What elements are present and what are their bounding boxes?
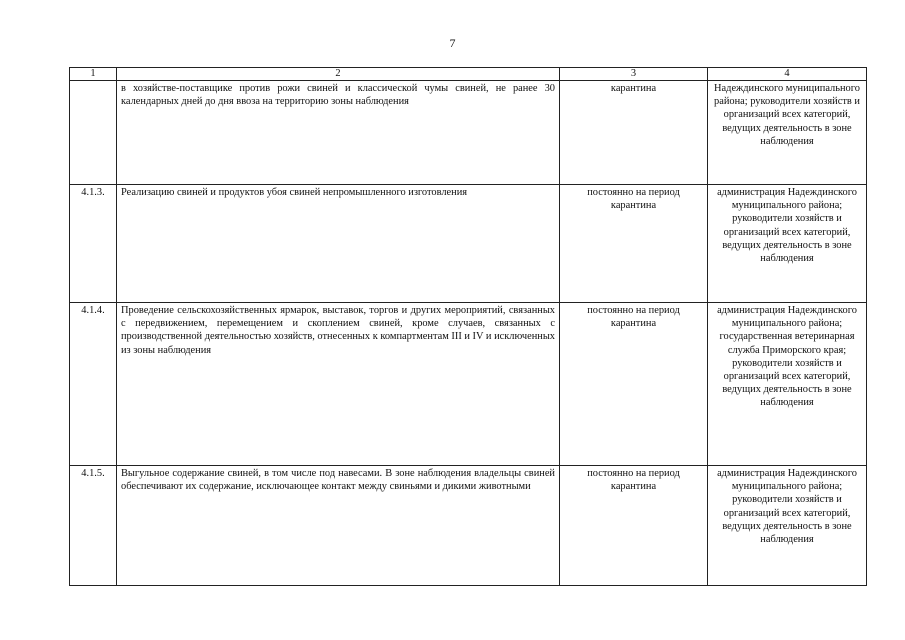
row-measure: Выгульное содержание свиней, в том числе под навесами. В зоне наблюдения владельцы свиней обеспечивают их содержание, исключающее контакт между свиньями и дикими животными [117, 466, 560, 586]
row-measure: Реализацию свиней и продуктов убоя свиней непромышленного изготовления [117, 185, 560, 303]
row-period: постоянно на период карантина [560, 303, 708, 466]
row-responsible: администрация Надеждинского муниципального района; руководители хозяйств и организаций всех категорий, ведущих деятельность в зоне наблюдения [708, 466, 867, 586]
row-responsible: Надеждинского муниципального района; руководители хозяйств и организаций всех категорий, ведущих деятельность в зоне наблюдения [708, 81, 867, 185]
row-measure: Проведение сельскохозяйственных ярмарок, выставок, торгов и других мероприятий, связанных с передвижением, перемещением и скоплением свиней, кроме случаев, связанных с производственной деятельностью хозяйств, отнесенных к компартментам III и IV и исключенных из зоны наблюдения [117, 303, 560, 466]
table-row [70, 303, 867, 466]
table-header-row [70, 68, 867, 81]
measures-table [69, 67, 867, 586]
row-measure: в хозяйстве-поставщике против рожи свиней и классической чумы свиней, не ранее 30 календарных дней до дня ввоза на территорию зоны наблюдения [117, 81, 560, 185]
row-number: 4.1.4. [70, 303, 117, 466]
row-number [70, 81, 117, 185]
column-header-period: 3 [560, 68, 708, 81]
column-header-measure: 2 [117, 68, 560, 81]
row-period: постоянно на период карантина [560, 466, 708, 586]
row-number: 4.1.3. [70, 185, 117, 303]
row-responsible: администрация Надеждинского муниципального района; государственная ветеринарная служба Приморского края; руководители хозяйств и организаций всех категорий, ведущих деятельность в зоне наблюдения [708, 303, 867, 466]
table-row [70, 185, 867, 303]
table-row [70, 81, 867, 185]
column-header-responsible: 4 [708, 68, 867, 81]
column-header-number: 1 [70, 68, 117, 81]
page-number: 7 [449, 36, 456, 50]
row-period: карантина [560, 81, 708, 185]
row-period: постоянно на период карантина [560, 185, 708, 303]
table-row [70, 466, 867, 586]
row-responsible: администрация Надеждинского муниципального района; руководители хозяйств и организаций всех категорий, ведущих деятельность в зоне наблюдения [708, 185, 867, 303]
row-number: 4.1.5. [70, 466, 117, 586]
